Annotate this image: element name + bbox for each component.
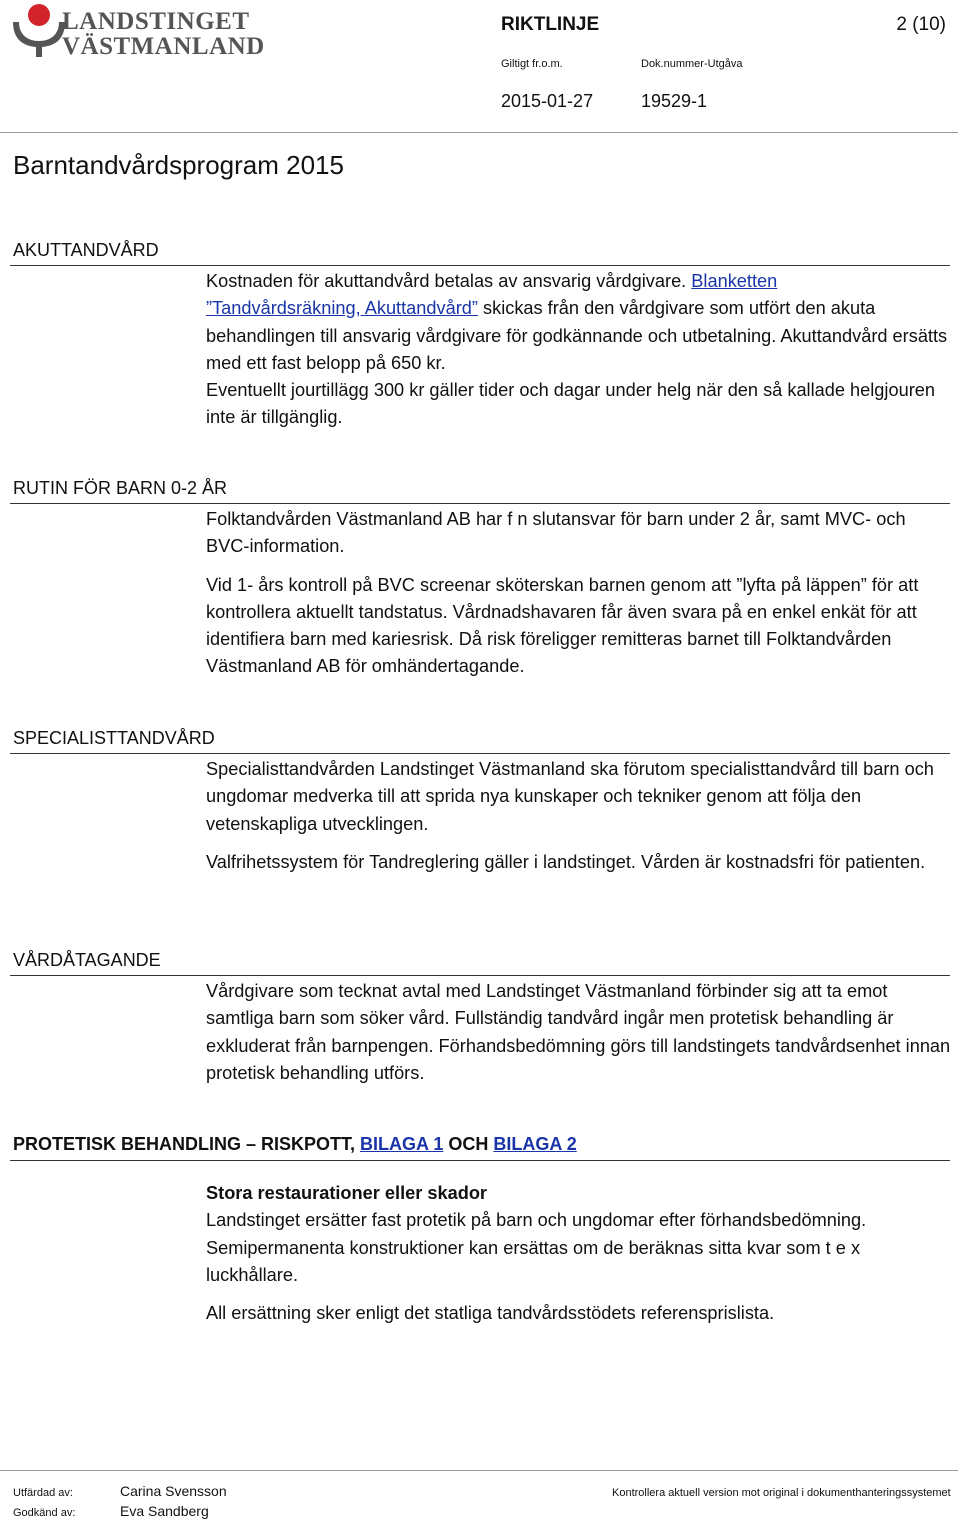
section-divider bbox=[10, 975, 950, 976]
paragraph: Vårdgivare som tecknat avtal med Landstinget Västmanland förbinder sig att ta emot samtliga barn som söker vård. Fullständig tandvård ingår men protetisk behandling är exkluderat från barnpengen. Förhandsbedömning görs till landstingets tandvårdsenhet innan protetisk behandling utförs. bbox=[206, 981, 951, 1083]
docnum-label: Dok.nummer-Utgåva bbox=[641, 58, 743, 70]
section-heading-akut: AKUTTANDVÅRD bbox=[13, 240, 159, 260]
footer-note: Kontrollera aktuell version mot original i dokumenthanteringssystemet bbox=[612, 1487, 951, 1499]
doc-type: RIKTLINJE bbox=[501, 14, 600, 35]
paragraph: All ersättning sker enligt det statliga tandvårdsstödets referensprislista. bbox=[206, 1303, 775, 1324]
section-divider bbox=[10, 753, 950, 754]
blankett-link[interactable]: Blanketten bbox=[691, 271, 778, 291]
paragraph: Folktandvården Västmanland AB har f n slutansvar för barn under 2 år, samt MVC- och BVC-information. bbox=[206, 509, 906, 557]
paragraph bbox=[206, 1180, 951, 1289]
issued-label: Utfärdad av: bbox=[13, 1487, 73, 1499]
logo-text-line2: VÄSTMANLAND bbox=[62, 33, 265, 60]
page-number: 2 (10) bbox=[896, 14, 946, 35]
logo-emblem-icon bbox=[10, 2, 68, 58]
heading-text: OCH bbox=[443, 1134, 494, 1154]
approved-label: Godkänd av: bbox=[13, 1507, 76, 1519]
bilaga-1-link[interactable]: BILAGA 1 bbox=[360, 1134, 444, 1154]
paragraph: Vid 1- års kontroll på BVC screenar sköterskan barnen genom att ”lyfta på läppen” för att kontrollera aktuellt tandstatus. Vårdnadshavaren får även svara på en enkel enkät för att identifiera barn med kariesrisk. Då risk föreligger remitteras barnet till Folktandvården Västmanland AB för omhändertagande. bbox=[206, 574, 919, 677]
paragraph: Specialisttandvården Landstinget Västmanland ska förutom specialisttandvård till barn och ungdomar medverka till att sprida nya kunskaper och tekniker genom att följa den vetenskapliga utvecklingen. bbox=[206, 759, 934, 834]
text: Landstinget ersätter fast protetik på barn och ungdomar efter förhandsbedömning. Semipermanenta konstruktioner kan ersättas om de beräknas sitta kvar som t e x luckhållare. bbox=[206, 1210, 867, 1285]
heading-text: PROTETISK BEHANDLING – RISKPOTT, bbox=[13, 1134, 361, 1154]
header-divider bbox=[0, 132, 958, 133]
section-heading-vard: VÅRDÅTAGANDE bbox=[13, 950, 161, 970]
approved-name: Eva Sandberg bbox=[120, 1503, 209, 1519]
issued-name: Carina Svensson bbox=[120, 1483, 227, 1499]
bilaga-2-link[interactable]: BILAGA 2 bbox=[493, 1134, 577, 1154]
valid-from-label: Giltigt fr.o.m. bbox=[501, 58, 563, 70]
paragraph: Eventuellt jourtillägg 300 kr gäller tider och dagar under helg när den så kallade helgjouren inte är tillgänglig. bbox=[206, 380, 935, 428]
subheading: Stora restaurationer eller skador bbox=[206, 1183, 488, 1203]
section-divider bbox=[10, 1160, 950, 1161]
tandvardsrakning-link[interactable]: ”Tandvårdsräkning, Akuttandvård” bbox=[206, 298, 478, 319]
section-heading-protetisk bbox=[13, 1134, 577, 1155]
page-title: Barntandvårdsprogram 2015 bbox=[13, 150, 344, 180]
doc-number: 19529-1 bbox=[641, 91, 708, 111]
section-body-protetisk bbox=[206, 1180, 951, 1338]
paragraph: Valfrihetssystem för Tandreglering gäller i landstinget. Vården är kostnadsfri för patienten. bbox=[206, 851, 926, 872]
section-divider bbox=[10, 265, 950, 266]
valid-from-date: 2015-01-27 bbox=[501, 91, 594, 111]
text: Kostnaden för akuttandvård betalas av ansvarig vårdgivare. bbox=[206, 271, 692, 291]
paragraph bbox=[206, 268, 951, 377]
section-body-special bbox=[206, 756, 951, 887]
text: skickas från den vårdgivare som utfört den akuta behandlingen till ansvarig vårdgivare för godkännande och utbetalning. Akuttandvård ersätts med ett fast belopp på 650 kr. bbox=[206, 298, 948, 373]
footer-divider bbox=[0, 1470, 958, 1471]
section-body-akut bbox=[206, 268, 951, 443]
section-heading-special: SPECIALISTTANDVÅRD bbox=[13, 728, 215, 748]
section-heading-rutin: RUTIN FÖR BARN 0-2 ÅR bbox=[13, 478, 228, 498]
section-divider bbox=[10, 503, 950, 504]
section-body-rutin bbox=[206, 506, 951, 692]
logo-text-line1: LANDSTINGET bbox=[62, 8, 250, 35]
section-body-vard bbox=[206, 978, 951, 1098]
